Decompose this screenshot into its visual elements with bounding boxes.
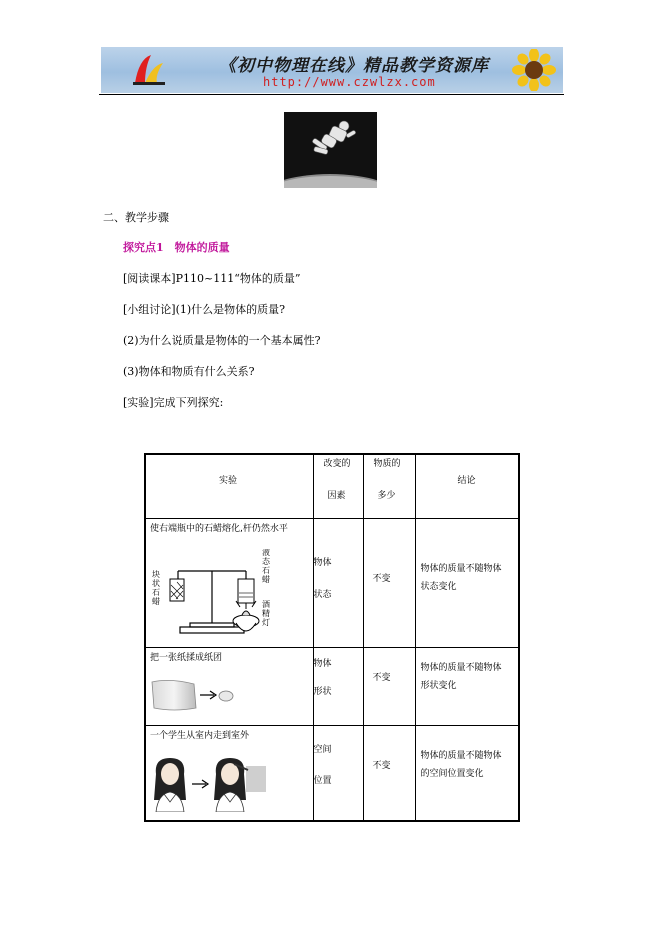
astronaut-image (284, 112, 377, 188)
row3-conclusion-line1: 物体的质量不随物体 (420, 750, 502, 761)
row3-experiment-text: 一个学生从室内走到室外 (150, 730, 250, 741)
row1-mass-text: 不变 (372, 573, 391, 584)
row1-experiment (145, 518, 313, 647)
row1-experiment-text: 使右端瓶中的石蜡熔化,杆仍然水平 (150, 523, 288, 534)
row3-mass-text: 不变 (372, 760, 391, 771)
row3-factor (313, 725, 363, 821)
label-liquid-wax: 液态石蜡 (262, 548, 270, 584)
row1-factor-line1: 物体 (313, 557, 332, 568)
header-factor-line2: 因素 (327, 491, 346, 501)
label-alcohol-lamp: 酒精灯 (262, 599, 270, 627)
balance-diagram (150, 549, 310, 641)
banner-title: 《初中物理在线》精品教学资源库 (219, 56, 489, 76)
row3-mass (363, 725, 415, 821)
student-diagram (150, 754, 270, 812)
row3-factor-line2: 位置 (313, 775, 332, 786)
paper-crumple-diagram (150, 676, 250, 716)
header-factor (313, 454, 363, 518)
header-conclusion (415, 454, 519, 518)
header-mass-line1: 物质的 (373, 459, 401, 469)
header-factor-line1: 改变的 (323, 459, 351, 469)
row1-factor (313, 518, 363, 647)
header-rule (99, 94, 564, 95)
row2-conclusion (415, 647, 519, 725)
logo-icon (131, 53, 167, 87)
reading-line: [阅读课本]P110~111“物体的质量” (123, 272, 301, 285)
header-conclusion-label: 结论 (457, 476, 476, 486)
sunflower-icon (509, 49, 559, 91)
discussion-line-1: [小组讨论](1)什么是物体的质量? (123, 303, 286, 316)
row1-conclusion-line1: 物体的质量不随物体 (420, 563, 502, 574)
discussion-line-2: (2)为什么说质量是物体的一个基本属性? (123, 334, 321, 347)
row2-factor (313, 647, 363, 725)
banner-url: http://www.czwlzx.com (263, 75, 436, 89)
header-banner (101, 47, 563, 93)
row2-mass-text: 不变 (372, 672, 391, 683)
row3-conclusion (415, 725, 519, 821)
row1-mass (363, 518, 415, 647)
table-row (145, 647, 519, 725)
row1-factor-line2: 状态 (313, 589, 332, 600)
row2-factor-line2: 形状 (313, 686, 332, 697)
row2-experiment (145, 647, 313, 725)
label-solid-wax: 块状石蜡 (152, 569, 160, 606)
discussion-line-3: (3)物体和物质有什么关系? (123, 365, 255, 378)
row1-conclusion-line2: 状态变化 (420, 581, 457, 592)
experiment-line: [实验]完成下列探究: (123, 396, 224, 409)
row2-factor-line1: 物体 (313, 658, 332, 669)
row2-conclusion-line1: 物体的质量不随物体 (420, 662, 502, 673)
row2-experiment-text: 把一张纸揉成纸团 (150, 652, 223, 663)
header-mass (363, 454, 415, 518)
row3-conclusion-line2: 的空间位置变化 (420, 768, 484, 779)
row3-experiment (145, 725, 313, 821)
section-heading: 二、教学步骤 (103, 211, 169, 224)
probe-point-title: 探究点1 物体的质量 (123, 241, 230, 254)
header-mass-line2: 多少 (377, 491, 396, 501)
table-header-row (145, 454, 519, 518)
table-row (145, 518, 519, 647)
header-experiment-label: 实验 (219, 476, 238, 486)
row2-conclusion-line2: 形状变化 (420, 680, 457, 691)
row1-conclusion (415, 518, 519, 647)
row2-mass (363, 647, 415, 725)
experiment-table (144, 453, 520, 822)
table-row (145, 725, 519, 821)
row3-factor-line1: 空间 (313, 744, 332, 755)
header-experiment (145, 454, 313, 518)
